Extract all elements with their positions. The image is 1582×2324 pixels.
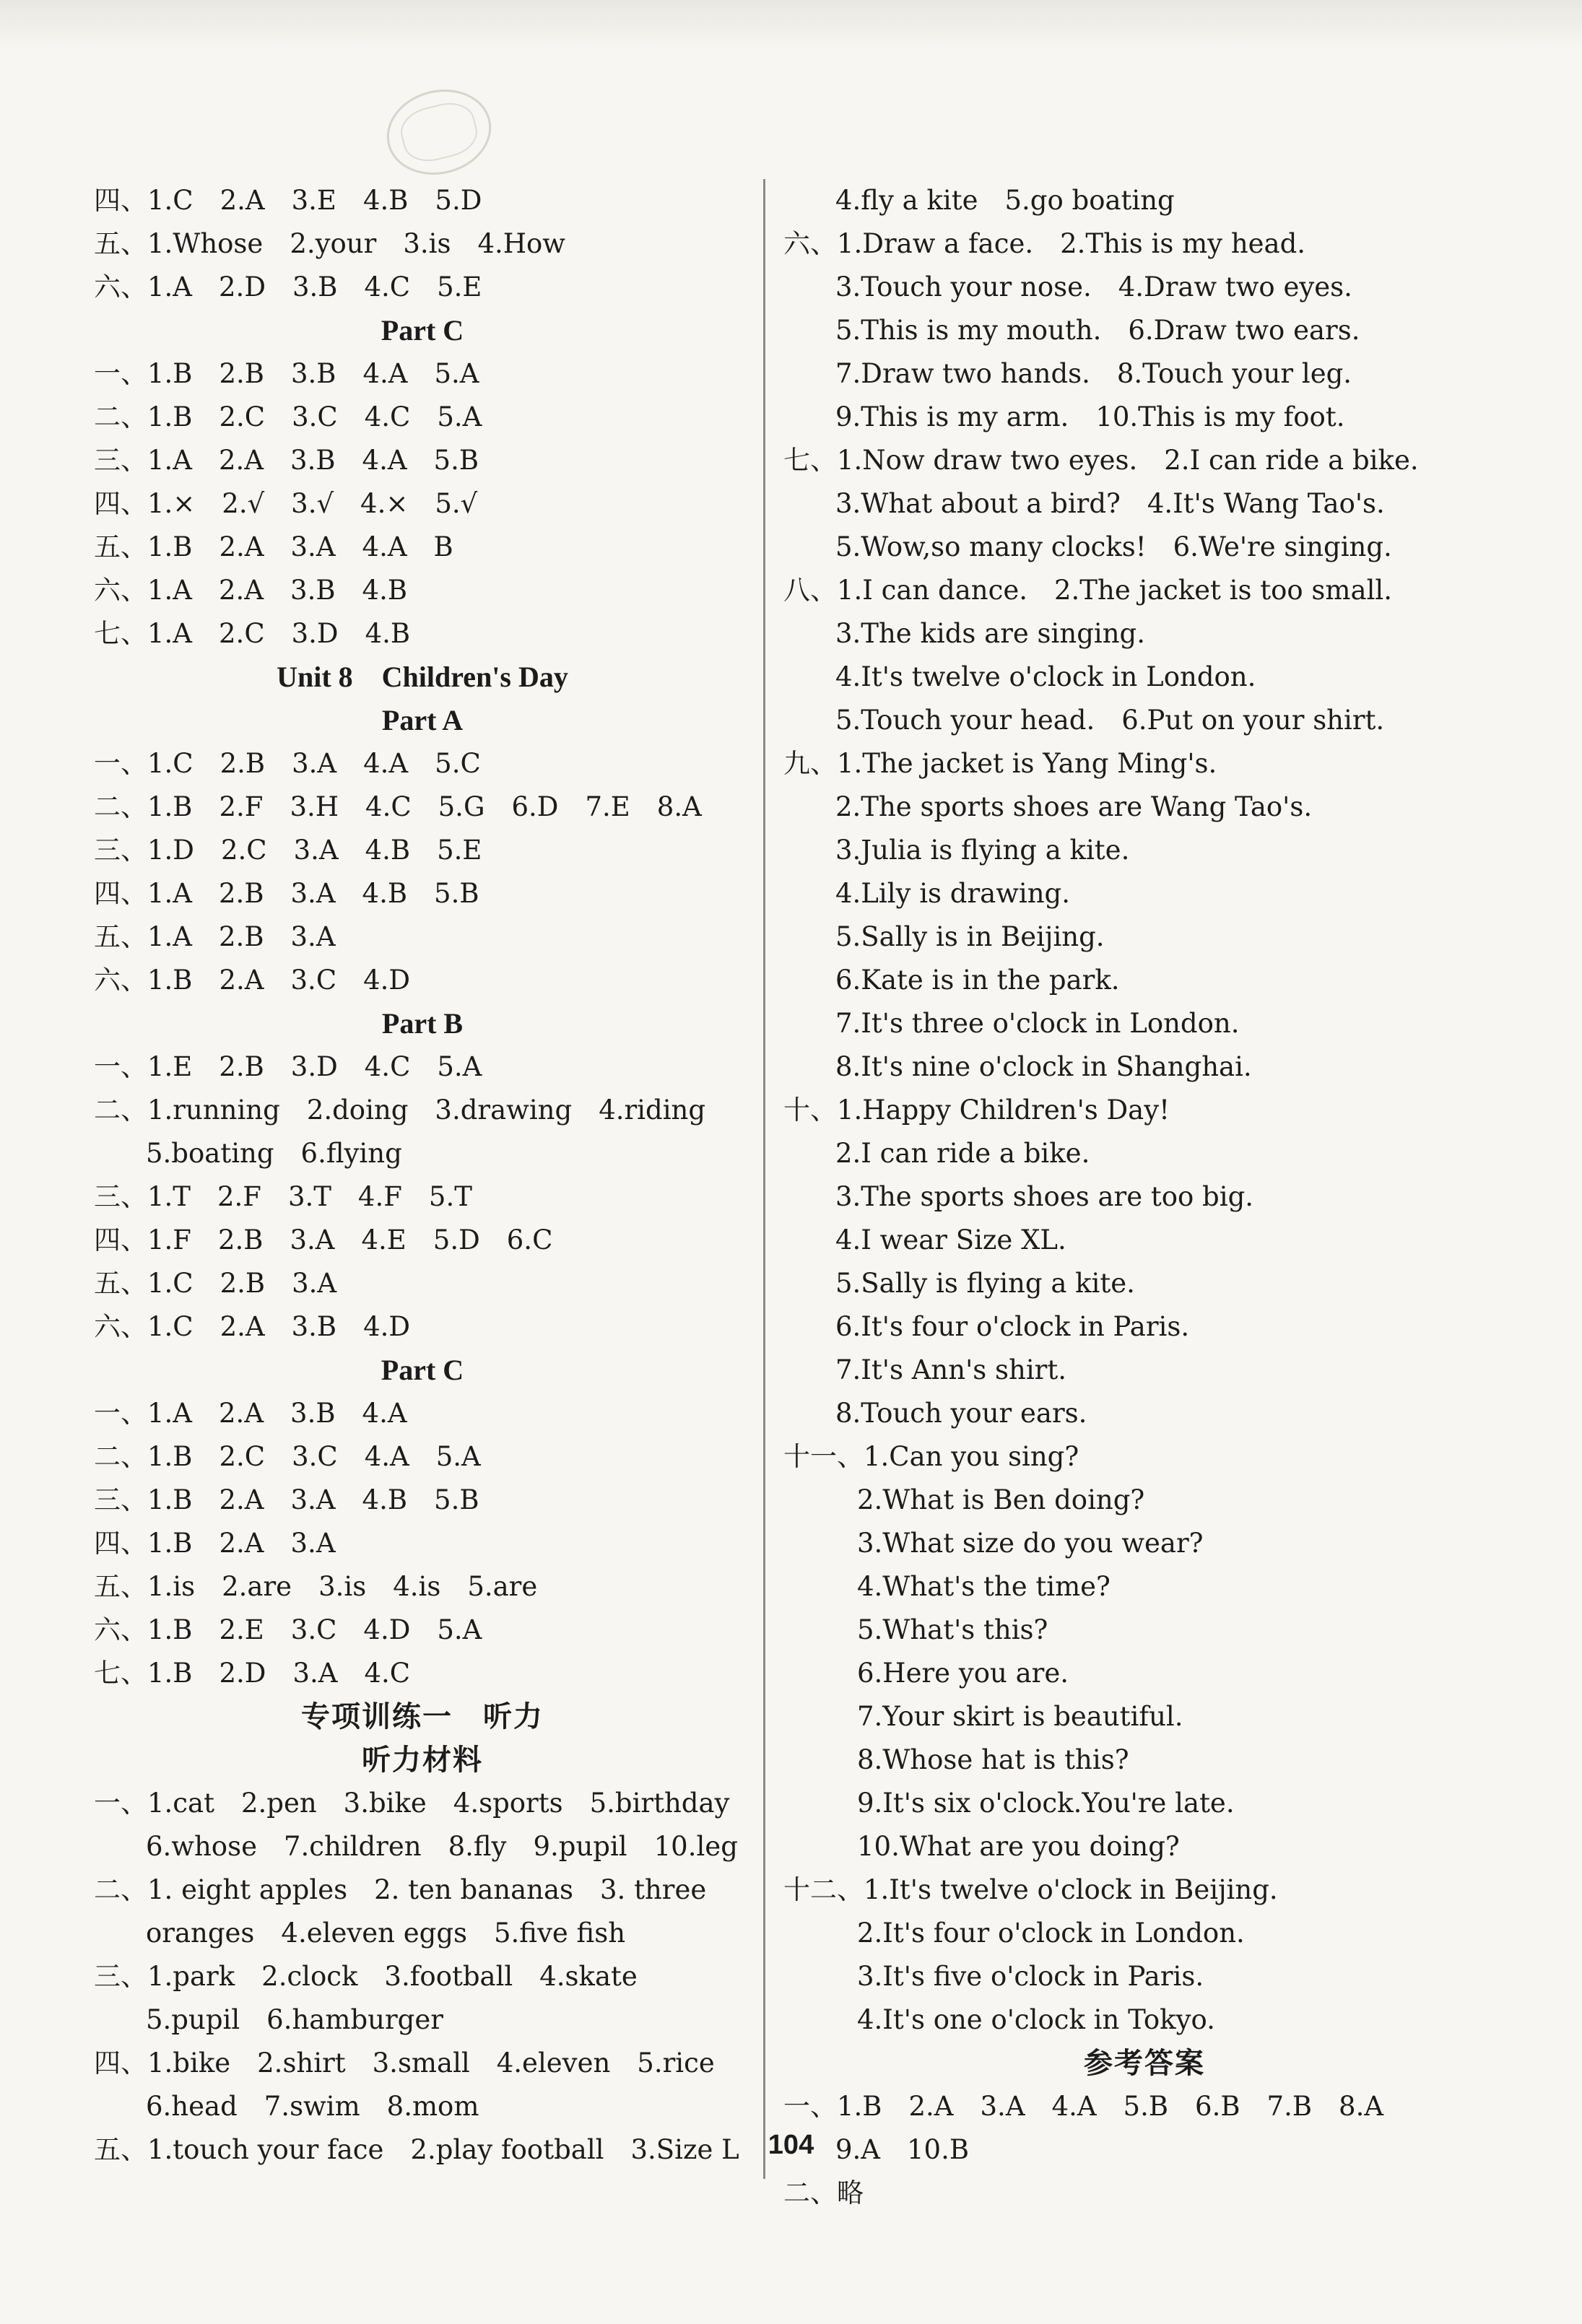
answer-line: 2.What is Ben doing? xyxy=(857,1484,1145,1515)
answer-line: 3.It's five o'clock in Paris. xyxy=(857,1961,1204,1992)
answer-line: 9.It's six o'clock.You're late. xyxy=(857,1788,1235,1819)
answer-line: 四、1.bike 2.shirt 3.small 4.eleven 5.rice xyxy=(94,2047,715,2079)
answer-line: 三、1.park 2.clock 3.football 4.skate xyxy=(94,1961,638,1992)
answer-line: 5.What's this? xyxy=(857,1614,1048,1645)
left-column xyxy=(94,179,751,2172)
answer-line: 9.A 10.B xyxy=(835,2134,970,2165)
answer-line: 6.head 7.swim 8.mom xyxy=(146,2091,479,2122)
right-column xyxy=(783,179,1505,2215)
answer-line: 十、1.Happy Children's Day! xyxy=(783,1094,1170,1126)
section-heading: Part B xyxy=(381,1007,464,1040)
answer-line: 3.The sports shoes are too big. xyxy=(835,1181,1254,1212)
answer-line: 二、1.B 2.F 3.H 4.C 5.G 6.D 7.E 8.A xyxy=(94,791,702,822)
answer-line: 一、1.C 2.B 3.A 4.A 5.C xyxy=(94,748,481,779)
answer-line: 二、1.B 2.C 3.C 4.C 5.A xyxy=(94,401,482,432)
section-heading: Part A xyxy=(381,704,464,736)
answer-line: 4.It's twelve o'clock in London. xyxy=(835,661,1256,692)
answer-line: 4.It's one o'clock in Tokyo. xyxy=(857,2004,1215,2035)
answer-line: 三、1.D 2.C 3.A 4.B 5.E xyxy=(94,835,482,866)
answer-line: 十二、1.It's twelve o'clock in Beijing. xyxy=(783,1874,1278,1905)
page-number: 104 xyxy=(768,2130,814,2160)
answer-line: 九、1.The jacket is Yang Ming's. xyxy=(783,748,1217,779)
answer-line: 三、1.T 2.F 3.T 4.F 5.T xyxy=(94,1181,472,1212)
answer-line: 一、1.B 2.A 3.A 4.A 5.B 6.B 7.B 8.A xyxy=(783,2091,1384,2122)
stamp-logo xyxy=(378,79,500,186)
answer-line: 2.I can ride a bike. xyxy=(835,1138,1090,1169)
answer-line: 六、1.A 2.A 3.B 4.B xyxy=(94,575,408,606)
answer-line: 5.pupil 6.hamburger xyxy=(146,2004,443,2035)
answer-line: 10.What are you doing? xyxy=(857,1831,1180,1862)
answer-line: 六、1.C 2.A 3.B 4.D xyxy=(94,1311,411,1342)
answer-line: 六、1.B 2.A 3.C 4.D xyxy=(94,965,411,996)
answer-line: 3.The kids are singing. xyxy=(835,618,1146,649)
answer-line: 6.Kate is in the park. xyxy=(835,965,1120,996)
answer-line: 2.It's four o'clock in London. xyxy=(857,1918,1245,1949)
section-heading: Part C xyxy=(381,314,464,347)
answer-line: 四、1.A 2.B 3.A 4.B 5.B xyxy=(94,878,479,909)
answer-line: 4.fly a kite 5.go boating xyxy=(835,185,1175,216)
answer-line: 6.whose 7.children 8.fly 9.pupil 10.leg xyxy=(146,1831,738,1862)
scan-top-band xyxy=(0,0,1582,51)
answer-line: 四、1.C 2.A 3.E 4.B 5.D xyxy=(94,185,482,216)
answer-line: 五、1.Whose 2.your 3.is 4.How xyxy=(94,228,565,259)
answer-line: 3.What about a bird? 4.It's Wang Tao's. xyxy=(835,488,1385,519)
answer-line: 五、1.touch your face 2.play football 3.Size L xyxy=(94,2134,739,2165)
answer-line: 四、1.B 2.A 3.A xyxy=(94,1528,336,1559)
answer-line: 七、1.A 2.C 3.D 4.B xyxy=(94,618,411,649)
answer-line: 5.Sally is flying a kite. xyxy=(835,1268,1135,1299)
answer-line: 八、1.I can dance. 2.The jacket is too small. xyxy=(783,575,1392,606)
answer-line: 六、1.A 2.D 3.B 4.C 5.E xyxy=(94,271,482,303)
answer-line: 一、1.E 2.B 3.D 4.C 5.A xyxy=(94,1051,482,1082)
answer-line: 2.The sports shoes are Wang Tao's. xyxy=(835,791,1313,822)
answer-line: 三、1.B 2.A 3.A 4.B 5.B xyxy=(94,1484,479,1515)
answer-line: 9.This is my arm. 10.This is my foot. xyxy=(835,401,1345,432)
answer-line: 四、1.F 2.B 3.A 4.E 5.D 6.C xyxy=(94,1224,553,1255)
column-divider xyxy=(763,179,765,2179)
answer-line: 7.It's Ann's shirt. xyxy=(835,1354,1066,1385)
answer-line: 6.It's four o'clock in Paris. xyxy=(835,1311,1190,1342)
section-heading: Unit 8 Children's Day xyxy=(277,661,568,693)
answer-line: 8.It's nine o'clock in Shanghai. xyxy=(835,1051,1252,1082)
answer-line: 一、1.A 2.A 3.B 4.A xyxy=(94,1398,407,1429)
answer-line: 七、1.B 2.D 3.A 4.C xyxy=(94,1658,411,1689)
answer-line: 二、1.B 2.C 3.C 4.A 5.A xyxy=(94,1441,481,1472)
answer-line: 7.It's three o'clock in London. xyxy=(835,1008,1240,1039)
answer-line: 3.Julia is flying a kite. xyxy=(835,835,1130,866)
answer-line: 5.Sally is in Beijing. xyxy=(835,921,1105,952)
answer-line: 二、略 xyxy=(783,2177,864,2208)
answer-line: 五、1.A 2.B 3.A xyxy=(94,921,336,952)
answer-line: 二、1.running 2.doing 3.drawing 4.riding xyxy=(94,1094,706,1126)
section-heading: 听力材料 xyxy=(362,1744,483,1777)
answer-line: 七、1.Now draw two eyes. 2.I can ride a bike. xyxy=(783,445,1419,476)
answer-line: 7.Draw two hands. 8.Touch your leg. xyxy=(835,358,1352,389)
answer-line: 三、1.A 2.A 3.B 4.A 5.B xyxy=(94,445,479,476)
answer-line: 六、1.B 2.E 3.C 4.D 5.A xyxy=(94,1614,482,1645)
answer-line: 5.This is my mouth. 6.Draw two ears. xyxy=(835,315,1360,346)
answer-line: 十一、1.Can you sing? xyxy=(783,1441,1079,1472)
answer-line: 4.Lily is drawing. xyxy=(835,878,1070,909)
answer-line: 4.I wear Size XL. xyxy=(835,1224,1066,1255)
section-heading: Part C xyxy=(381,1354,464,1386)
answer-line: 一、1.cat 2.pen 3.bike 4.sports 5.birthday xyxy=(94,1788,730,1819)
section-heading: 专项训练一 听力 xyxy=(301,1700,544,1733)
answer-line: 8.Touch your ears. xyxy=(835,1398,1087,1429)
answer-line: oranges 4.eleven eggs 5.five fish xyxy=(146,1918,626,1949)
answer-line: 五、1.B 2.A 3.A 4.A B xyxy=(94,531,453,562)
answer-line: 6.Here you are. xyxy=(857,1658,1069,1689)
answer-line: 四、1.× 2.√ 3.√ 4.× 5.√ xyxy=(94,488,478,519)
answer-line: 5.Wow,so many clocks! 6.We're singing. xyxy=(835,531,1392,562)
answer-line: 六、1.Draw a face. 2.This is my head. xyxy=(783,228,1306,259)
answer-line: 五、1.C 2.B 3.A xyxy=(94,1268,337,1299)
section-heading: 参考答案 xyxy=(1084,2047,1205,2080)
answer-line: 8.Whose hat is this? xyxy=(857,1744,1129,1775)
answer-line: 五、1.is 2.are 3.is 4.is 5.are xyxy=(94,1571,538,1602)
answer-line: 3.What size do you wear? xyxy=(857,1528,1204,1559)
answer-line: 二、1. eight apples 2. ten bananas 3. three xyxy=(94,1874,707,1905)
answer-line: 5.Touch your head. 6.Put on your shirt. xyxy=(835,705,1385,736)
answer-line: 一、1.B 2.B 3.B 4.A 5.A xyxy=(94,358,479,389)
answer-line: 7.Your skirt is beautiful. xyxy=(857,1701,1183,1732)
answer-line: 5.boating 6.flying xyxy=(146,1138,402,1169)
answer-line: 4.What's the time? xyxy=(857,1571,1111,1602)
answer-line: 3.Touch your nose. 4.Draw two eyes. xyxy=(835,271,1352,303)
